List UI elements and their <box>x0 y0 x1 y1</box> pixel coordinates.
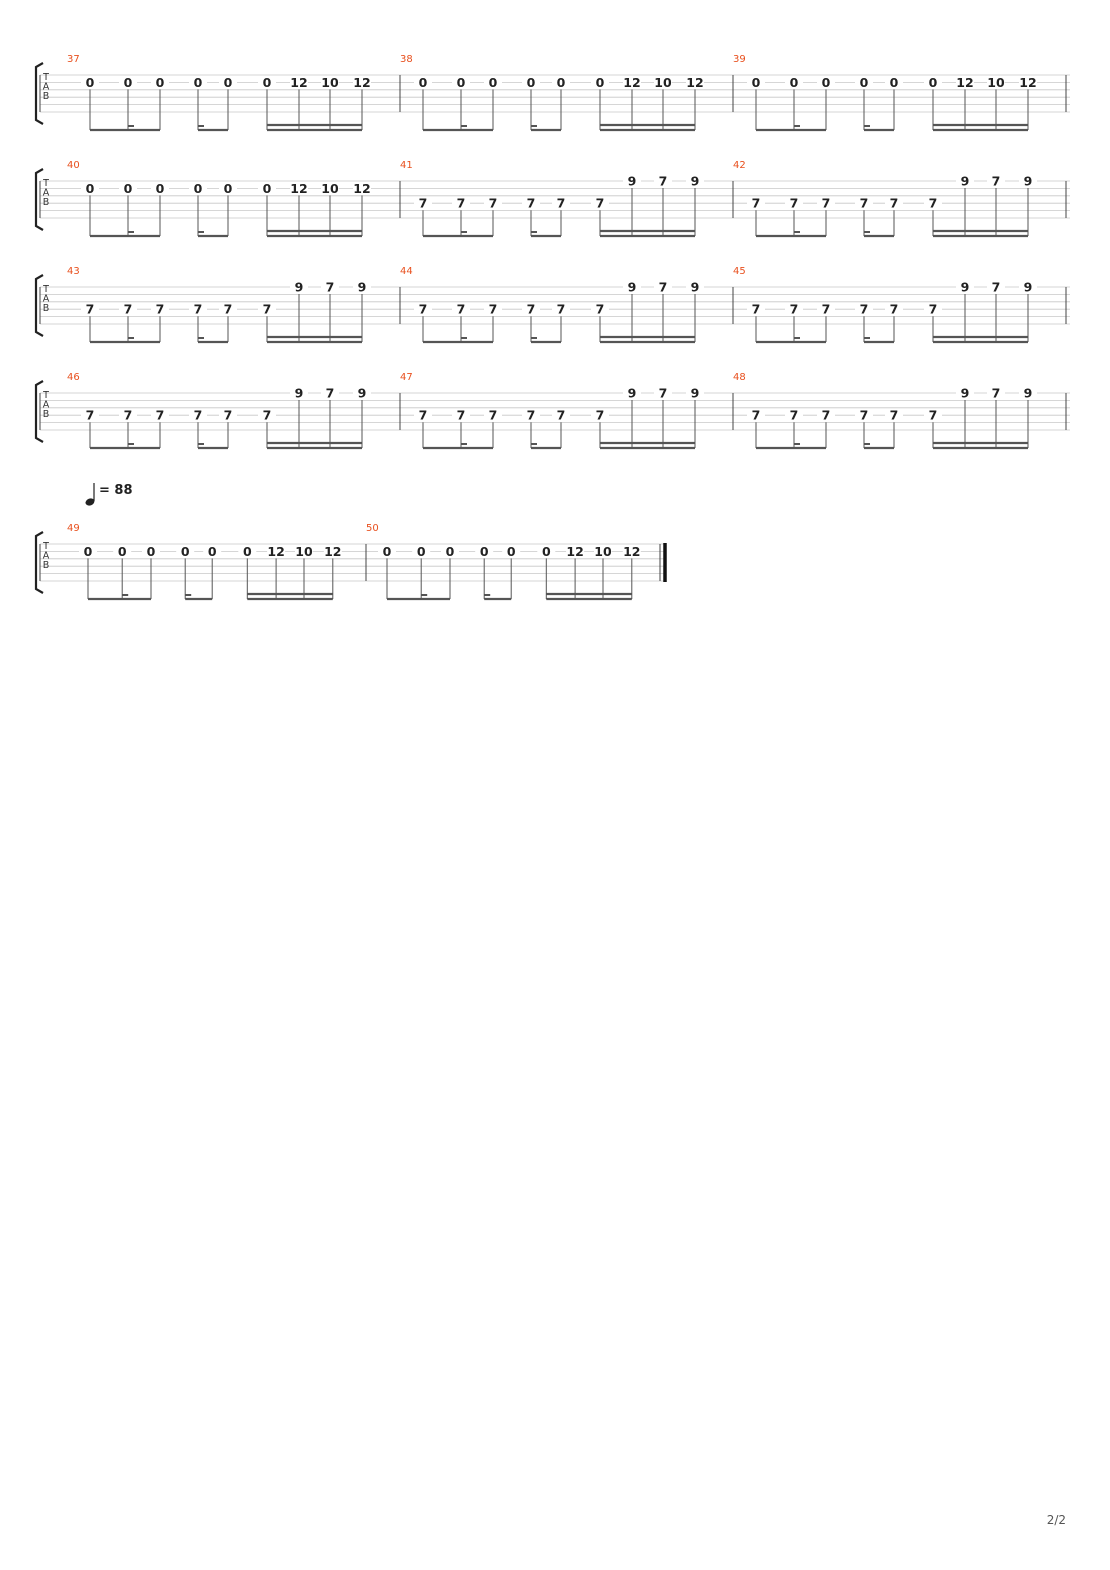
fret-number: 0 <box>155 180 165 196</box>
fret-number: 7 <box>456 301 466 317</box>
measure <box>400 372 733 448</box>
fret-number: 9 <box>1023 279 1033 295</box>
tab-clef-letter: A <box>42 81 50 93</box>
beam-flag <box>421 594 427 596</box>
fret-number: 12 <box>686 74 704 90</box>
fret-number: 12 <box>623 543 641 559</box>
fret-number: 7 <box>595 301 605 317</box>
beam-flag <box>122 594 128 596</box>
fret-number: 0 <box>180 543 190 559</box>
fret-number: 12 <box>956 74 974 90</box>
measure <box>67 160 400 236</box>
fret-number: 7 <box>991 385 1001 401</box>
fret-number: 7 <box>262 301 272 317</box>
fret-number: 7 <box>325 385 335 401</box>
fret-number: 0 <box>262 74 272 90</box>
fret-number: 12 <box>1019 74 1037 90</box>
fret-number: 7 <box>595 407 605 423</box>
fret-number: 7 <box>658 173 668 189</box>
fret-number: 0 <box>207 543 217 559</box>
measure <box>733 54 1066 130</box>
fret-number: 0 <box>526 74 536 90</box>
measure-number: 44 <box>400 266 413 277</box>
measure-number: 38 <box>400 54 413 65</box>
measure-number: 42 <box>733 160 746 171</box>
measure <box>400 54 733 130</box>
fret-number: 0 <box>445 543 455 559</box>
fret-number: 7 <box>85 407 95 423</box>
fret-number: 0 <box>789 74 799 90</box>
fret-number: 0 <box>595 74 605 90</box>
fret-number: 7 <box>928 195 938 211</box>
tab-system <box>36 160 1070 236</box>
fret-number: 0 <box>83 543 93 559</box>
fret-number: 7 <box>658 279 668 295</box>
fret-number: 7 <box>821 301 831 317</box>
fret-number: 7 <box>456 407 466 423</box>
fret-number: 7 <box>223 301 233 317</box>
beam-flag <box>864 443 870 445</box>
fret-number: 7 <box>488 301 498 317</box>
measure-number: 46 <box>67 372 80 383</box>
fret-number: 0 <box>123 74 133 90</box>
fret-number: 0 <box>85 74 95 90</box>
tab-system <box>36 54 1070 130</box>
fret-number: 10 <box>321 180 339 196</box>
fret-number: 0 <box>488 74 498 90</box>
fret-number: 7 <box>556 301 566 317</box>
fret-number: 0 <box>479 543 489 559</box>
fret-number: 0 <box>416 543 426 559</box>
fret-number: 9 <box>627 173 637 189</box>
fret-number: 7 <box>526 407 536 423</box>
beam-flag <box>461 231 467 233</box>
fret-number: 7 <box>751 195 761 211</box>
fret-number: 0 <box>928 74 938 90</box>
measure <box>67 54 400 130</box>
tab-clef-letter: B <box>42 302 50 314</box>
beam-flag <box>461 337 467 339</box>
fret-number: 0 <box>418 74 428 90</box>
beam-flag <box>128 231 134 233</box>
page-number: 2/2 <box>1046 1513 1066 1527</box>
tab-system <box>36 483 665 599</box>
fret-number: 7 <box>821 407 831 423</box>
fret-number: 7 <box>262 407 272 423</box>
fret-number: 7 <box>991 173 1001 189</box>
fret-number: 10 <box>321 74 339 90</box>
beam-flag <box>864 125 870 127</box>
measure-number: 39 <box>733 54 746 65</box>
fret-number: 7 <box>859 195 869 211</box>
fret-number: 10 <box>654 74 672 90</box>
measure-number: 48 <box>733 372 746 383</box>
measure <box>67 372 400 448</box>
tab-clef-letter: T <box>43 284 49 295</box>
beam-flag <box>531 125 537 127</box>
measure <box>733 266 1066 342</box>
measure-number: 37 <box>67 54 80 65</box>
fret-number: 7 <box>889 407 899 423</box>
fret-number: 0 <box>85 180 95 196</box>
fret-number: 7 <box>488 407 498 423</box>
beam-flag <box>794 125 800 127</box>
fret-number: 7 <box>859 301 869 317</box>
beam-flag <box>531 231 537 233</box>
beam-flag <box>484 594 490 596</box>
fret-number: 0 <box>859 74 869 90</box>
tab-clef-letter: A <box>42 550 50 562</box>
fret-number: 9 <box>357 385 367 401</box>
fret-number: 0 <box>193 74 203 90</box>
beam-flag <box>198 337 204 339</box>
beam-flag <box>128 125 134 127</box>
fret-number: 9 <box>690 279 700 295</box>
fret-number: 7 <box>928 301 938 317</box>
fret-number: 9 <box>1023 173 1033 189</box>
measure-number: 49 <box>67 523 80 534</box>
fret-number: 7 <box>859 407 869 423</box>
measure <box>400 160 733 236</box>
fret-number: 0 <box>751 74 761 90</box>
tab-clef-letter: B <box>42 559 50 571</box>
fret-number: 0 <box>556 74 566 90</box>
fret-number: 7 <box>658 385 668 401</box>
fret-number: 12 <box>353 74 371 90</box>
beam-flag <box>794 443 800 445</box>
fret-number: 9 <box>627 279 637 295</box>
fret-number: 7 <box>789 195 799 211</box>
fret-number: 7 <box>526 195 536 211</box>
fret-number: 9 <box>627 385 637 401</box>
fret-number: 7 <box>123 407 133 423</box>
fret-number: 0 <box>456 74 466 90</box>
beam-flag <box>198 231 204 233</box>
fret-number: 0 <box>242 543 252 559</box>
fret-number: 0 <box>117 543 127 559</box>
fret-number: 7 <box>751 301 761 317</box>
tab-clef-letter: A <box>42 187 50 199</box>
fret-number: 10 <box>594 543 612 559</box>
measure <box>366 523 665 599</box>
fret-number: 7 <box>155 407 165 423</box>
fret-number: 0 <box>223 180 233 196</box>
tab-clef-letter: T <box>43 178 49 189</box>
fret-number: 7 <box>193 407 203 423</box>
beam-flag <box>461 125 467 127</box>
fret-number: 7 <box>751 407 761 423</box>
tab-system <box>36 266 1070 342</box>
fret-number: 7 <box>155 301 165 317</box>
measure-number: 40 <box>67 160 80 171</box>
fret-number: 9 <box>690 385 700 401</box>
fret-number: 9 <box>960 385 970 401</box>
fret-number: 0 <box>193 180 203 196</box>
beam-flag <box>128 443 134 445</box>
fret-number: 7 <box>889 195 899 211</box>
fret-number: 7 <box>123 301 133 317</box>
fret-number: 12 <box>353 180 371 196</box>
fret-number: 7 <box>488 195 498 211</box>
fret-number: 9 <box>960 279 970 295</box>
fret-number: 10 <box>987 74 1005 90</box>
fret-number: 12 <box>290 74 308 90</box>
fret-number: 0 <box>146 543 156 559</box>
fret-number: 7 <box>889 301 899 317</box>
measure-number: 47 <box>400 372 413 383</box>
fret-number: 7 <box>85 301 95 317</box>
fret-number: 7 <box>193 301 203 317</box>
fret-number: 12 <box>623 74 641 90</box>
fret-number: 7 <box>991 279 1001 295</box>
fret-number: 7 <box>456 195 466 211</box>
fret-number: 12 <box>267 543 285 559</box>
fret-number: 0 <box>382 543 392 559</box>
fret-number: 0 <box>821 74 831 90</box>
tab-clef-letter: A <box>42 293 50 305</box>
tab-clef-letter: B <box>42 196 50 208</box>
tab-clef-letter: T <box>43 541 49 552</box>
fret-number: 9 <box>357 279 367 295</box>
fret-number: 0 <box>541 543 551 559</box>
measure <box>67 266 400 342</box>
tab-clef-letter: T <box>43 390 49 401</box>
beam-flag <box>864 337 870 339</box>
fret-number: 9 <box>1023 385 1033 401</box>
beam-flag <box>531 337 537 339</box>
fret-number: 12 <box>290 180 308 196</box>
fret-number: 9 <box>294 385 304 401</box>
measure <box>67 523 366 599</box>
measure <box>733 372 1066 448</box>
fret-number: 10 <box>295 543 313 559</box>
fret-number: 7 <box>556 195 566 211</box>
beam-flag <box>128 337 134 339</box>
fret-number: 0 <box>889 74 899 90</box>
fret-number: 7 <box>418 195 428 211</box>
beam-flag <box>794 231 800 233</box>
beam-flag <box>185 594 191 596</box>
fret-number: 12 <box>324 543 342 559</box>
fret-number: 7 <box>418 301 428 317</box>
fret-number: 7 <box>821 195 831 211</box>
measure-number: 41 <box>400 160 413 171</box>
beam-flag <box>198 443 204 445</box>
fret-number: 7 <box>789 301 799 317</box>
fret-number: 7 <box>418 407 428 423</box>
fret-number: 7 <box>789 407 799 423</box>
fret-number: 0 <box>223 74 233 90</box>
beam-flag <box>531 443 537 445</box>
beam-flag <box>864 231 870 233</box>
fret-number: 7 <box>526 301 536 317</box>
fret-number: 0 <box>155 74 165 90</box>
fret-number: 9 <box>690 173 700 189</box>
beam-flag <box>794 337 800 339</box>
tab-clef-letter: B <box>42 90 50 102</box>
measure-number: 50 <box>366 523 379 534</box>
fret-number: 7 <box>325 279 335 295</box>
tempo-marking: = 88 <box>99 483 133 498</box>
fret-number: 9 <box>294 279 304 295</box>
fret-number: 7 <box>223 407 233 423</box>
tab-system <box>36 372 1070 448</box>
measure-number: 43 <box>67 266 80 277</box>
beam-flag <box>461 443 467 445</box>
measure <box>733 160 1066 236</box>
fret-number: 7 <box>556 407 566 423</box>
tab-clef-letter: T <box>43 72 49 83</box>
fret-number: 0 <box>262 180 272 196</box>
fret-number: 7 <box>595 195 605 211</box>
tab-clef-letter: A <box>42 399 50 411</box>
measure <box>400 266 733 342</box>
measure-number: 45 <box>733 266 746 277</box>
fret-number: 9 <box>960 173 970 189</box>
tab-clef-letter: B <box>42 408 50 420</box>
fret-number: 7 <box>928 407 938 423</box>
fret-number: 12 <box>566 543 584 559</box>
fret-number: 0 <box>506 543 516 559</box>
beam-flag <box>198 125 204 127</box>
fret-number: 0 <box>123 180 133 196</box>
